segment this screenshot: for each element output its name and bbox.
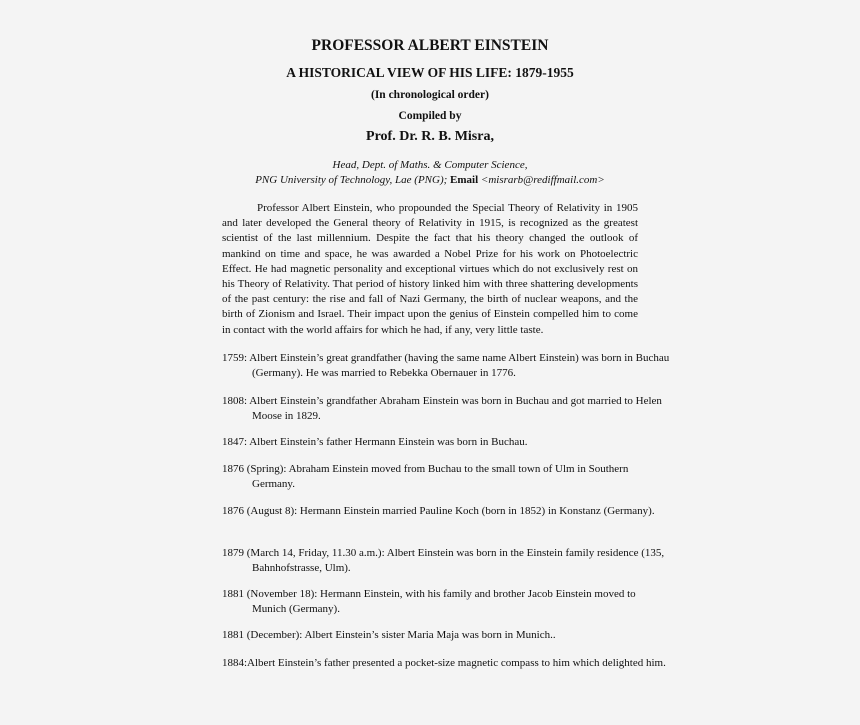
affiliation-line-1: Head, Dept. of Maths. & Computer Science, bbox=[332, 159, 528, 171]
timeline-entry-1876-august: 1876 (August 8): Hermann Einstein married Pauline Koch (born in 1852) in Konstanz (Germany). bbox=[222, 505, 655, 517]
timeline-entry-1759: 1759: Albert Einstein’s great grandfather (having the same name Albert Einstein) was born in Buchau (Germany). He was married to Rebekka Obernauer in 1776. bbox=[222, 352, 670, 379]
affiliation-line-2 bbox=[0, 174, 860, 186]
email-address: <misrarb@rediffmail.com> bbox=[480, 174, 605, 186]
author-name: Prof. Dr. R. B. Misra, bbox=[366, 129, 494, 144]
timeline-entry-1884: 1884:Albert Einstein’s father presented a pocket-size magnetic compass to him which delighted him. bbox=[222, 657, 666, 669]
timeline-entry-1847: 1847: Albert Einstein’s father Hermann Einstein was born in Buchau. bbox=[222, 436, 528, 448]
timeline-entry-1881-november: 1881 (November 18): Hermann Einstein, with his family and brother Jacob Einstein moved to Munich (Germany). bbox=[222, 588, 636, 615]
order-note: (In chronological order) bbox=[371, 89, 489, 101]
compiled-by-label: Compiled by bbox=[398, 110, 462, 122]
timeline-entry-1881-december: 1881 (December): Albert Einstein’s sister Maria Maja was born in Munich.. bbox=[222, 629, 556, 641]
document-subtitle: A HISTORICAL VIEW OF HIS LIFE: 1879-1955 bbox=[286, 65, 574, 80]
email-label: Email bbox=[450, 174, 479, 186]
timeline-entry-1879: 1879 (March 14, Friday, 11.30 a.m.): Albert Einstein was born in the Einstein family residence (135, Bahnhofstrasse, Ulm). bbox=[222, 547, 665, 574]
timeline-entry-1808: 1808: Albert Einstein’s grandfather Abraham Einstein was born in Buchau and got married to Helen Moose in 1829. bbox=[222, 395, 662, 422]
affiliation-university: PNG University of Technology, Lae (PNG); bbox=[255, 174, 448, 186]
document-title: PROFESSOR ALBERT EINSTEIN bbox=[311, 37, 549, 54]
timeline-entry-1876-spring: 1876 (Spring): Abraham Einstein moved from Buchau to the small town of Ulm in Southern Germany. bbox=[222, 463, 629, 490]
abstract-paragraph: Professor Albert Einstein, who propounded the Special Theory of Relativity in 1905 and later developed the General theory of Relativity in 1915, is recognized as the greatest scientist of the last millennium. Despite the fact that his theory changed the outlook of mankind on time and space, he was awarded a Nobel Prize for his work on Photoelectric Effect. He had magnetic personality and exceptional virtues which do not exclusively rest on his Theory of Relativity. That period of history linked him with three shattering developments of the past century: the rise and fall of Nazi Germany, the birth of nuclear weapons, and the birth of Zionism and Israel. Their impact upon the genius of Einstein compelled him to come in contact with the world affairs for which he had, if any, very little taste. bbox=[222, 202, 638, 336]
